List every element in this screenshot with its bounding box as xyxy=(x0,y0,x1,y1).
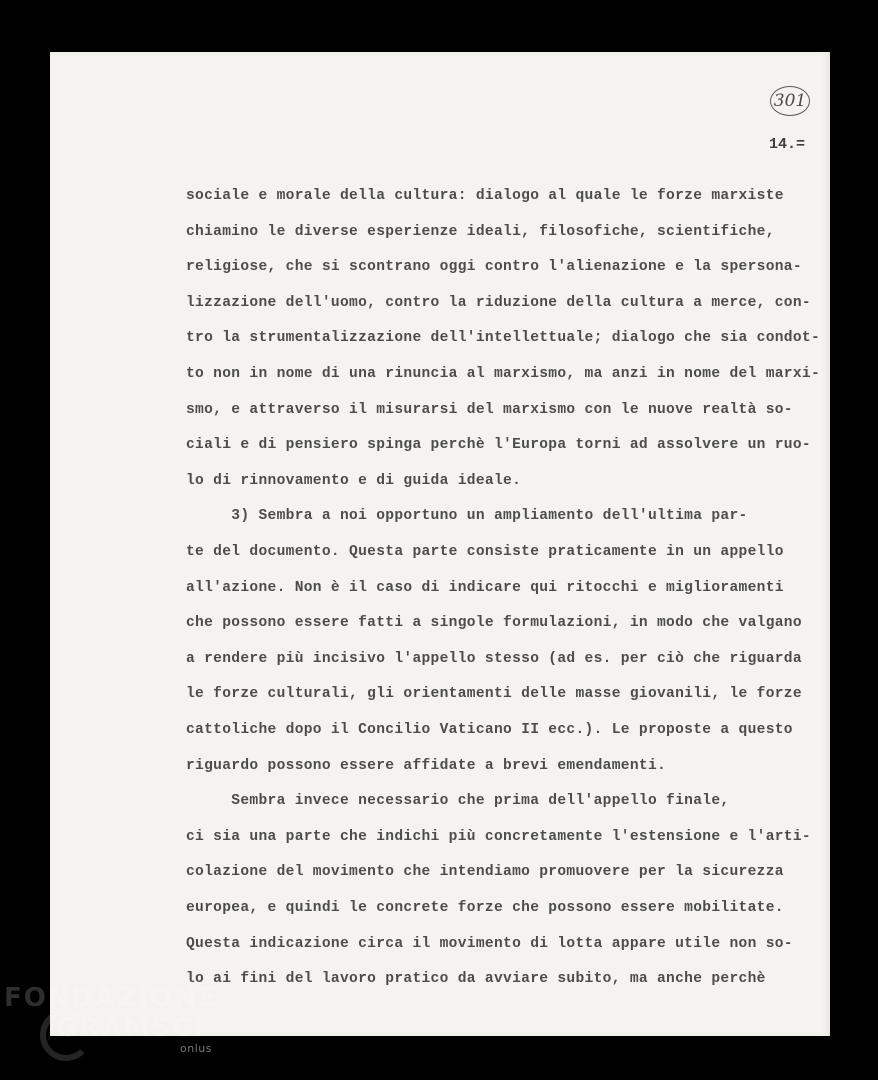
archive-stamp: 301 xyxy=(770,86,810,116)
text-line: ciali e di pensiero spinga perchè l'Europa torni ad assolvere un ruo- xyxy=(186,437,811,454)
text-line: Questa indicazione circa il movimento di lotta appare utile non so- xyxy=(186,935,793,952)
text-line: ci sia una parte che indichi più concretamente l'estensione e l'arti- xyxy=(186,828,811,845)
text-line: tro la strumentalizzazione dell'intellettuale; dialogo che sia condot- xyxy=(186,330,821,347)
text-line: cattoliche dopo il Concilio Vaticano II ecc.). Le proposte a questo xyxy=(186,722,793,738)
watermark-line2: GRAMSCI xyxy=(56,1013,205,1043)
text-line: religiose, che si scontrano oggi contro l'alienazione e la spersona- xyxy=(186,259,802,276)
text-line: a rendere più incisivo l'appello stesso (ad es. per ciò che riguarda xyxy=(186,650,802,667)
fondazione-gramsci-watermark xyxy=(4,985,217,1054)
text-line: che possono essere fatti a singole formulazioni, in modo che valgano xyxy=(186,615,802,632)
gramsci-logo-icon xyxy=(40,1009,92,1061)
text-line: 3) Sembra a noi opportuno un ampliamento dell'ultima par- xyxy=(186,508,748,525)
text-line: colazione del movimento che intendiamo promuovere per la sicurezza xyxy=(186,864,784,881)
text-line: to non in nome di una rinuncia al marxismo, ma anzi in nome del marxi- xyxy=(186,366,821,382)
text-line: lizzazione dell'uomo, contro la riduzione della cultura a merce, con- xyxy=(186,294,811,311)
text-line: te del documento. Questa parte consiste praticamente in un appello xyxy=(186,544,784,560)
text-line: riguardo possono essere affidate a brevi emendamenti. xyxy=(186,757,667,774)
text-line: all'azione. Non è il caso di indicare qui ritocchi e miglioramenti xyxy=(186,579,784,596)
text-line: smo, e attraverso il misurarsi del marxismo con le nuove realtà so- xyxy=(186,401,793,418)
text-line: europea, e quindi le concrete forze che possono essere mobilitate. xyxy=(186,900,784,916)
text-line: Sembra invece necessario che prima dell'appello finale, xyxy=(186,793,730,810)
watermark-line1: FONDAZIONE xyxy=(4,983,218,1013)
page-number: 14.= xyxy=(769,136,806,153)
text-line: sociale e morale della cultura: dialogo al quale le forze marxiste xyxy=(186,188,784,204)
document-page xyxy=(50,52,830,1036)
text-line: lo di rinnovamento e di guida ideale. xyxy=(186,472,522,489)
text-line: le forze culturali, gli orientamenti delle masse giovanili, le forze xyxy=(186,686,802,703)
text-line: chiamino le diverse esperienze ideali, filosofiche, scientifiche, xyxy=(186,223,775,240)
watermark-line3: onlus xyxy=(180,1042,212,1055)
text-line: lo ai fini del lavoro pratico da avviare subito, ma anche perchè xyxy=(186,971,766,988)
